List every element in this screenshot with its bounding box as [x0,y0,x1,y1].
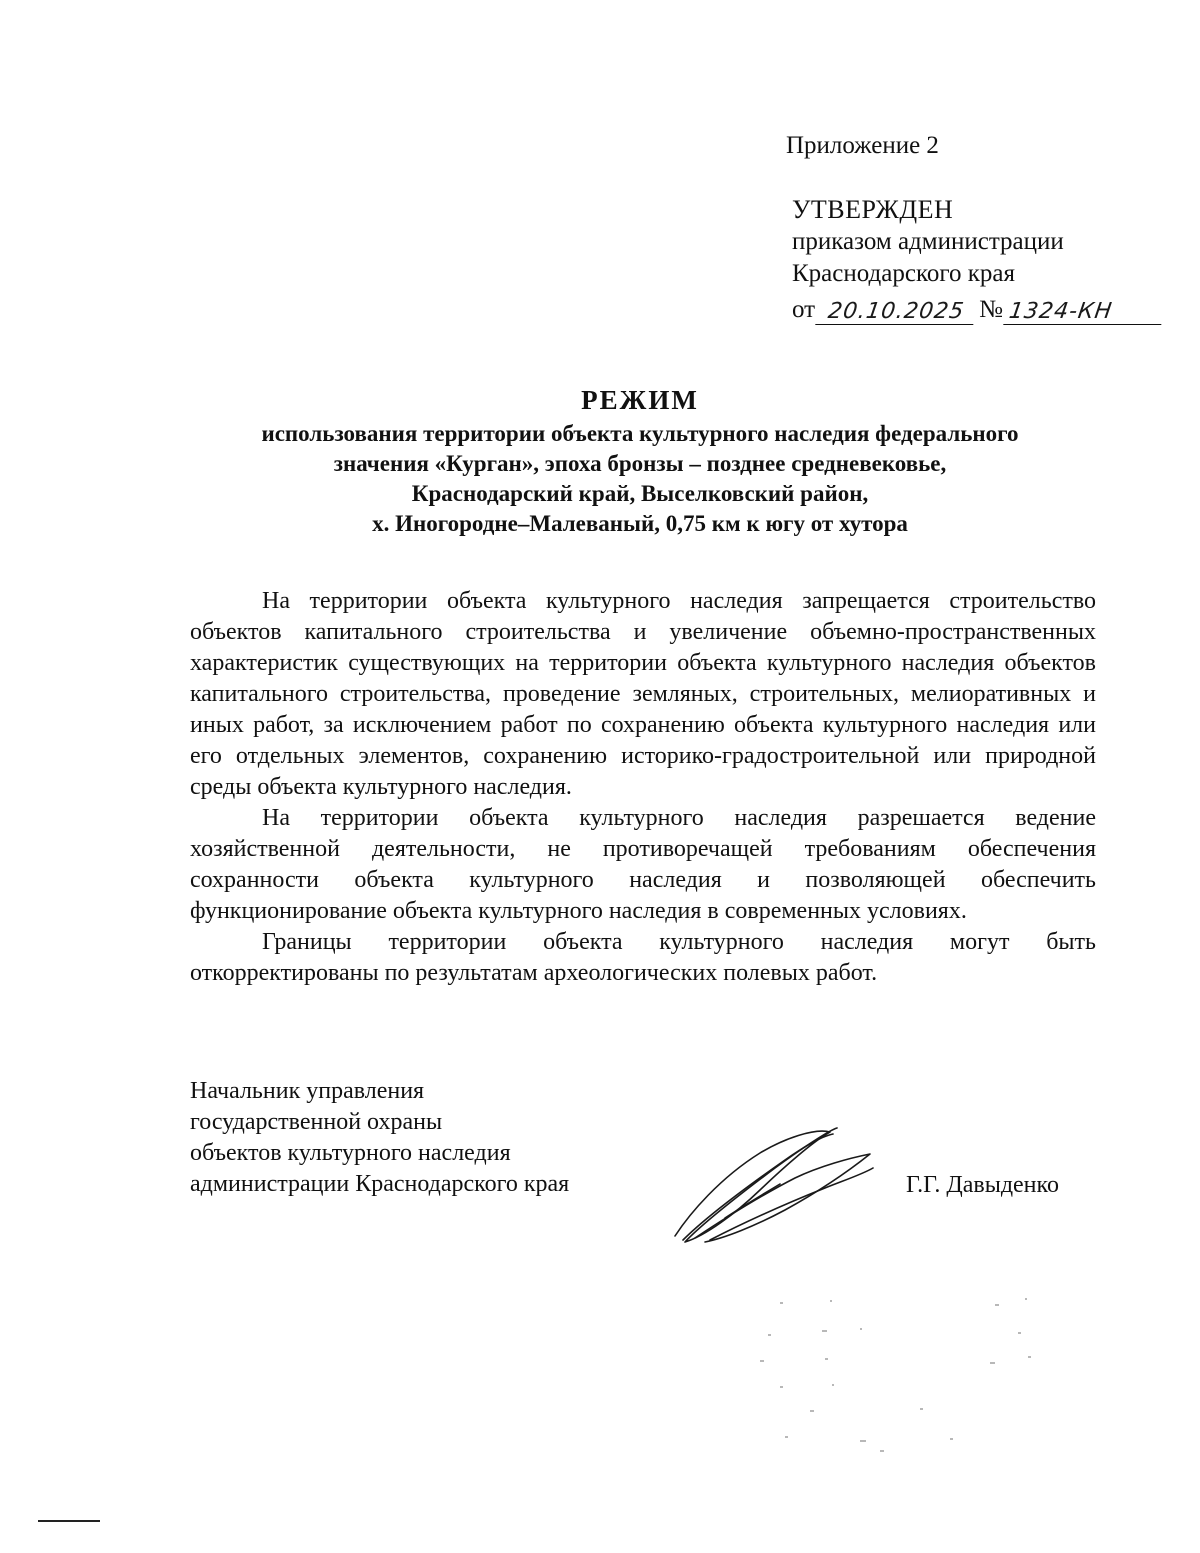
document-title-block [180,385,1100,539]
title-line-3: Краснодарский край, Выселковский район, [411,481,869,506]
signer-name: Г.Г. Давыденко [906,1172,1059,1198]
document-body [190,586,1096,989]
signer-position [190,1076,569,1200]
approved-title: УТВЕРЖДЕН [792,195,954,224]
number-prefix: № [979,296,1003,323]
signer-position-line-3: объектов культурного наследия [190,1140,511,1166]
title-line-4: х. Иногородне–Малеваный, 0,75 км к югу от хутора [372,511,908,536]
title-line-1: использования территории объекта культурного наследия федерального [261,421,1019,446]
body-paragraph-3: Границы территории объекта культурного наследия могут быть откорректированы по результатам археологических полевых работ. [190,929,1096,986]
handwritten-signature [665,1118,880,1248]
body-paragraph-2: На территории объекта культурного наследия разрешается ведение хозяйственной деятельности, не противоречащей требованиям обеспечения сохранности объекта культурного наследия и позволяющей обеспечить функционирование объекта культурного наследия в современных условиях. [190,805,1096,924]
approval-block [792,195,1163,325]
approved-line-1: приказом администрации [792,228,1064,255]
signer-position-line-4: администрации Краснодарского края [190,1171,570,1197]
signer-position-line-1: Начальник управления [190,1078,425,1104]
approved-line-2: Краснодарского края [792,260,1015,287]
body-paragraph-1: На территории объекта культурного наследия запрещается строительство объектов капитального строительства и увеличение объемно-пространственных характеристик существующих на территории объекта культурного наследия объектов капитального строительства, проведение земляных, строительных, мелиоративных и иных работ, за исключением работ по сохранению объекта культурного наследия или его отдельных элементов, сохранению историко-градостроительной или природной среды объекта культурного наследия. [190,588,1096,800]
document-title: РЕЖИМ [581,385,699,415]
appendix-label: Приложение 2 [786,132,939,159]
date-prefix: от [792,296,816,323]
signer-position-line-2: государственной охраны [190,1109,443,1135]
handwritten-order-number: 1324-КН [1003,300,1165,325]
footer-mark [38,1520,100,1522]
handwritten-order-date: 20.10.2025 [815,300,977,325]
faint-stamp-residue [740,1290,1070,1470]
title-line-2: значения «Курган», эпоха бронзы – позднее средневековье, [333,451,947,476]
order-date-number-line [792,291,1163,325]
